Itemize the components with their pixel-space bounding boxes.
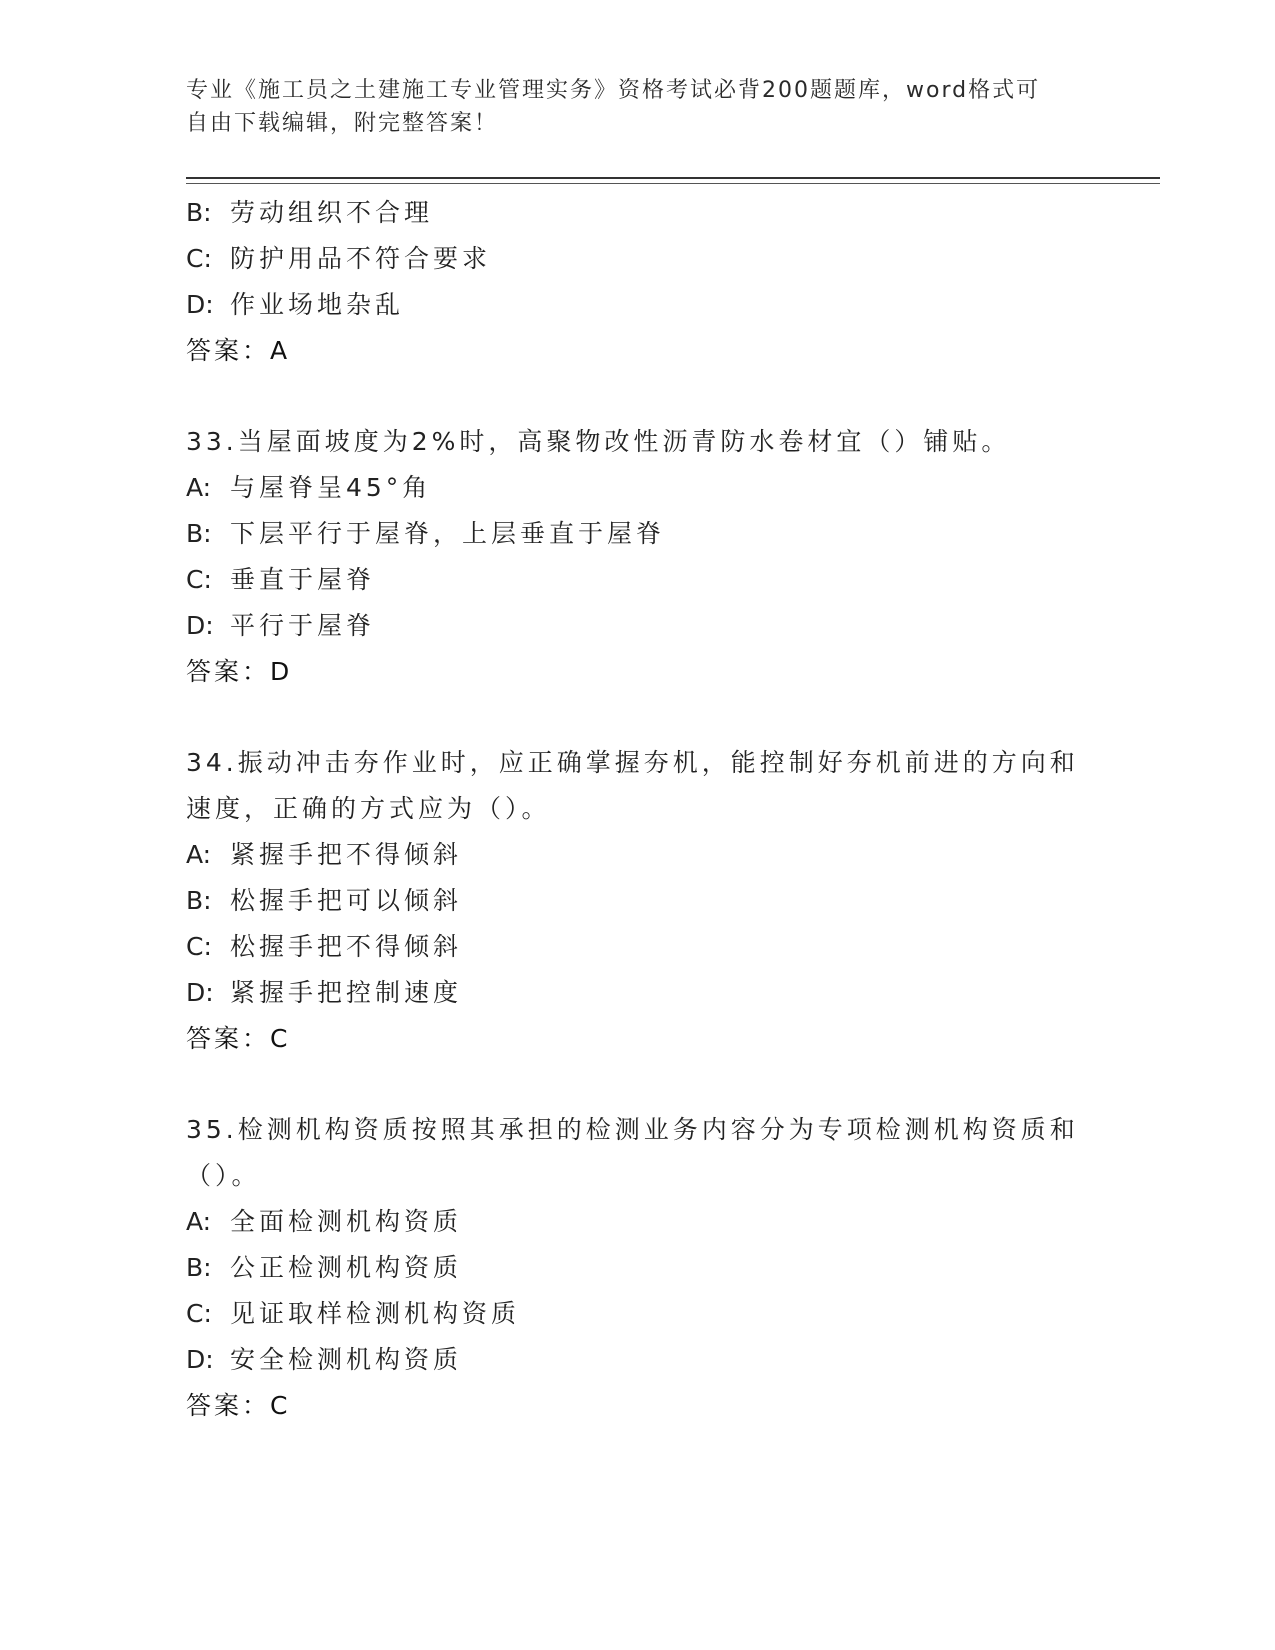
question-block-33 — [186, 419, 1086, 695]
question-stem-line: 速度，正确的方式应为（）。 — [186, 794, 551, 823]
option-text: 垂直于屋脊 — [230, 565, 376, 594]
option-c — [186, 1291, 1086, 1337]
option-c — [186, 557, 1086, 603]
question-stem — [186, 419, 1086, 465]
answer-label: 答案： — [186, 1024, 271, 1053]
option-b — [186, 878, 1086, 924]
option-text: 松握手把可以倾斜 — [230, 886, 463, 915]
option-d — [186, 603, 1086, 649]
question-stem-line: 35.检测机构资质按照其承担的检测业务内容分为专项检测机构资质和 — [186, 1115, 1079, 1144]
option-a — [186, 832, 1086, 878]
option-b — [186, 1245, 1086, 1291]
question-block-35 — [186, 1107, 1086, 1429]
answer-label: 答案： — [186, 336, 271, 365]
answer-value: C — [270, 1391, 291, 1420]
question-list — [186, 190, 1086, 1429]
option-c — [186, 236, 1086, 282]
header-line-1: 专业《施工员之土建施工专业管理实务》资格考试必背200题题库，word格式可 — [186, 78, 1041, 103]
question-block-34 — [186, 740, 1086, 1062]
answer-label: 答案： — [186, 1391, 271, 1420]
option-key: C: — [186, 932, 212, 961]
option-key: A: — [186, 473, 212, 502]
header-rule-thick — [186, 177, 1160, 179]
option-c — [186, 924, 1086, 970]
question-stem-line: 33.当屋面坡度为2%时，高聚物改性沥青防水卷材宜（）铺贴。 — [186, 427, 1011, 456]
option-text: 松握手把不得倾斜 — [230, 932, 463, 961]
option-text: 公正检测机构资质 — [230, 1253, 463, 1282]
option-key: B: — [186, 519, 212, 548]
option-b — [186, 190, 1086, 236]
option-text: 见证取样检测机构资质 — [230, 1299, 521, 1328]
answer-line — [186, 1383, 1086, 1429]
answer-label: 答案： — [186, 657, 271, 686]
question-stem — [186, 740, 1086, 832]
answer-value: A — [270, 336, 291, 365]
option-key: D: — [186, 290, 214, 319]
answer-line — [186, 328, 1086, 374]
option-text: 紧握手把控制速度 — [230, 978, 463, 1007]
option-d — [186, 970, 1086, 1016]
document-header — [186, 74, 1086, 140]
option-text: 劳动组织不合理 — [230, 198, 434, 227]
option-key: B: — [186, 1253, 212, 1282]
option-text: 平行于屋脊 — [230, 611, 376, 640]
option-text: 防护用品不符合要求 — [230, 244, 492, 273]
question-stem-line: 34.振动冲击夯作业时，应正确掌握夯机，能控制好夯机前进的方向和 — [186, 748, 1079, 777]
option-b — [186, 511, 1086, 557]
option-key: C: — [186, 565, 212, 594]
option-d — [186, 1337, 1086, 1383]
option-text: 安全检测机构资质 — [230, 1345, 463, 1374]
option-text: 与屋脊呈45°角 — [230, 473, 432, 502]
option-a — [186, 465, 1086, 511]
option-d — [186, 282, 1086, 328]
option-key: B: — [186, 198, 212, 227]
option-a — [186, 1199, 1086, 1245]
option-key: A: — [186, 840, 212, 869]
option-text: 下层平行于屋脊，上层垂直于屋脊 — [230, 519, 666, 548]
option-key: D: — [186, 1345, 214, 1374]
option-key: D: — [186, 978, 214, 1007]
answer-value: D — [270, 657, 293, 686]
header-rule-thin — [186, 183, 1160, 184]
option-key: C: — [186, 1299, 212, 1328]
header-line-2: 自由下载编辑，附完整答案！ — [186, 111, 499, 136]
answer-line — [186, 649, 1086, 695]
option-text: 作业场地杂乱 — [230, 290, 405, 319]
question-block-carryover — [186, 190, 1086, 374]
answer-line — [186, 1016, 1086, 1062]
option-key: C: — [186, 244, 212, 273]
option-key: B: — [186, 886, 212, 915]
question-stem — [186, 1107, 1086, 1199]
question-stem-line: （）。 — [186, 1161, 261, 1190]
option-text: 全面检测机构资质 — [230, 1207, 463, 1236]
option-key: D: — [186, 611, 214, 640]
option-text: 紧握手把不得倾斜 — [230, 840, 463, 869]
option-key: A: — [186, 1207, 212, 1236]
answer-value: C — [270, 1024, 291, 1053]
